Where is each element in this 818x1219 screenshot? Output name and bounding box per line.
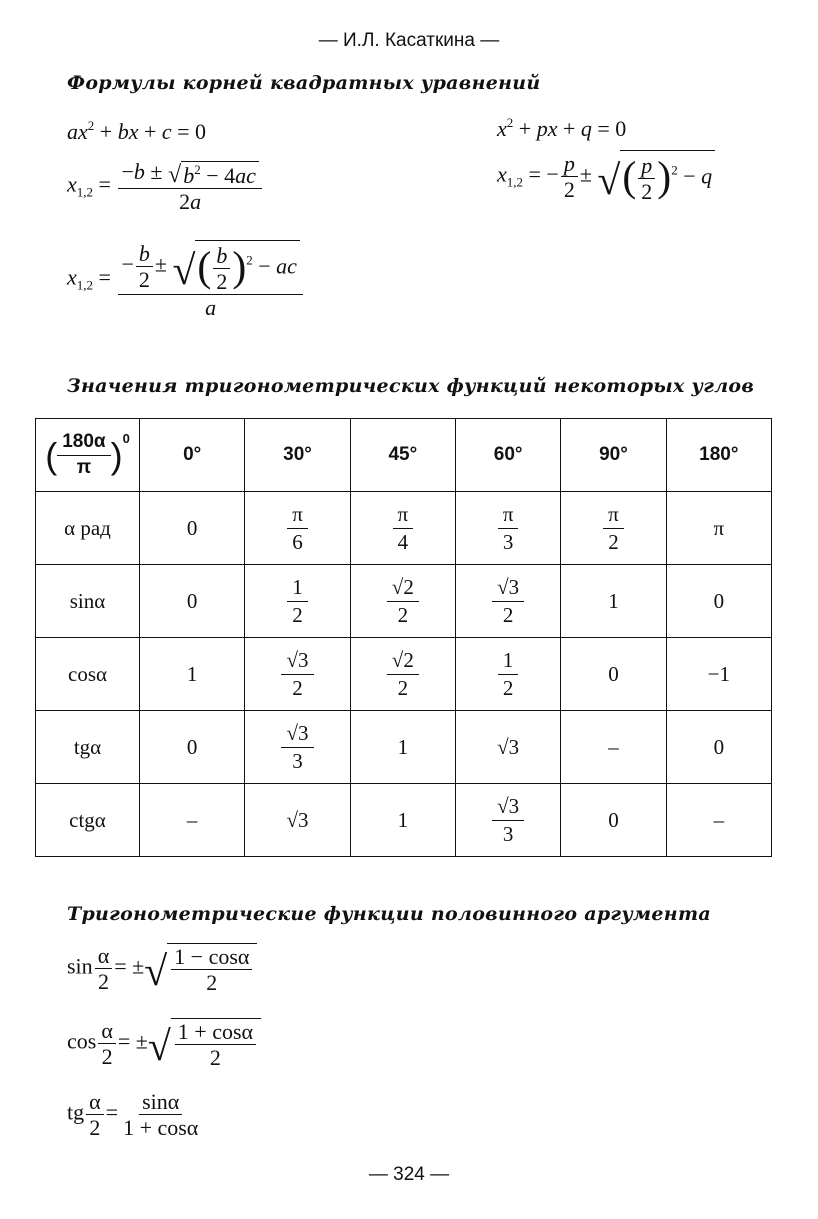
section-title-quadratic: Формулы корней квадратных уравнений <box>67 72 541 94</box>
page-header: — И.Л. Касаткина — <box>318 30 500 51</box>
row-label-cos: cosα <box>36 638 140 711</box>
cell-ctg-1: √3 <box>245 784 350 857</box>
table-row-tg <box>36 711 772 784</box>
cell-cos-4: 0 <box>561 638 666 711</box>
cell-tg-1: $\frac{√3}{3}$ <box>245 711 350 784</box>
angle-header-180: 180° <box>666 419 771 492</box>
cell-cos-3: $\frac{1}{2}$ <box>455 638 560 711</box>
cell-sin-1: $\frac{1}{2}$ <box>245 565 350 638</box>
cell-ctg-4: 0 <box>561 784 666 857</box>
angle-header-0: 0° <box>140 419 245 492</box>
cell-alpha-rad-0: 0 <box>140 492 245 565</box>
cell-ctg-3: $\frac{√3}{3}$ <box>455 784 560 857</box>
cell-cos-1: $\frac{√3}{2}$ <box>245 638 350 711</box>
formula-sin-half: sin $\frac{\alpha}{2}$ = ± √ $\frac{1 - \cos\alpha}{2}$ <box>67 943 257 994</box>
page-number: — 324 — <box>368 1164 450 1185</box>
row-label-tg: tgα <box>36 711 140 784</box>
angle-header-45: 45° <box>350 419 455 492</box>
cell-sin-5: 0 <box>666 565 771 638</box>
angle-header-30: 30° <box>245 419 350 492</box>
formula-general-equation: $ax^2$ + bx + c = 0 <box>67 118 207 144</box>
cell-ctg-5: – <box>666 784 771 857</box>
row-label-ctg: ctgα <box>36 784 140 857</box>
section-title-half-angle: Тригонометрические функции половинного аргумента <box>67 903 711 925</box>
table-row-alpha-rad <box>36 492 772 565</box>
formula-cos-half: cos $\frac{\alpha}{2}$ = ± √ $\frac{1 + \cos\alpha}{2}$ <box>67 1018 261 1069</box>
cell-alpha-rad-1: $\frac{\pi}{6}$ <box>245 492 350 565</box>
cell-sin-3: $\frac{√3}{2}$ <box>455 565 560 638</box>
table-row-sin <box>36 565 772 638</box>
row-label-sin: sinα <box>36 565 140 638</box>
section-title-trig-values: Значения тригонометрических функций некоторых углов <box>67 375 755 397</box>
table-row-ctg <box>36 784 772 857</box>
formula-roots-general: $x_{1,2}$ = −b ± √ $b^2 - 4ac$ 2a <box>67 160 264 213</box>
formula-roots-even-coefficient: $x_{1,2}$ = − $\frac{b}{2}$ ± √ ( $\frac{b}{2}$ )$^2$ − ac a <box>67 240 305 319</box>
cell-sin-4: 1 <box>561 565 666 638</box>
table-header-row <box>36 419 772 492</box>
cell-cos-5: −1 <box>666 638 771 711</box>
cell-sin-2: $\frac{√2}{2}$ <box>350 565 455 638</box>
trig-values-table <box>35 418 772 857</box>
corner-header-cell: ( $\frac{180\alpha}{\pi}$ )$^0$ <box>36 419 140 492</box>
formula-tg-half: tg $\frac{\alpha}{2}$ = $\frac{\sin\alpha}{1 + \cos\alpha}$ <box>67 1089 199 1141</box>
table-body <box>36 492 772 857</box>
table-row-cos <box>36 638 772 711</box>
row-label-alpha-rad: α рад <box>36 492 140 565</box>
angle-header-90: 90° <box>561 419 666 492</box>
cell-alpha-rad-3: $\frac{\pi}{3}$ <box>455 492 560 565</box>
cell-cos-2: $\frac{√2}{2}$ <box>350 638 455 711</box>
cell-tg-0: 0 <box>140 711 245 784</box>
cell-cos-0: 1 <box>140 638 245 711</box>
formula-roots-reduced: $x_{1,2}$ = − $\frac{p}{2}$ ± √ ( $\frac{p}{2}$ )$^2$ − q <box>497 150 715 203</box>
cell-ctg-0: – <box>140 784 245 857</box>
cell-tg-5: 0 <box>666 711 771 784</box>
cell-alpha-rad-2: $\frac{\pi}{4}$ <box>350 492 455 565</box>
cell-alpha-rad-4: $\frac{\pi}{2}$ <box>561 492 666 565</box>
cell-tg-2: 1 <box>350 711 455 784</box>
cell-alpha-rad-5: π <box>666 492 771 565</box>
cell-tg-4: – <box>561 711 666 784</box>
angle-header-60: 60° <box>455 419 560 492</box>
formula-reduced-equation: $x^2$ + px + q = 0 <box>497 115 627 141</box>
cell-sin-0: 0 <box>140 565 245 638</box>
cell-tg-3: √3 <box>455 711 560 784</box>
cell-ctg-2: 1 <box>350 784 455 857</box>
